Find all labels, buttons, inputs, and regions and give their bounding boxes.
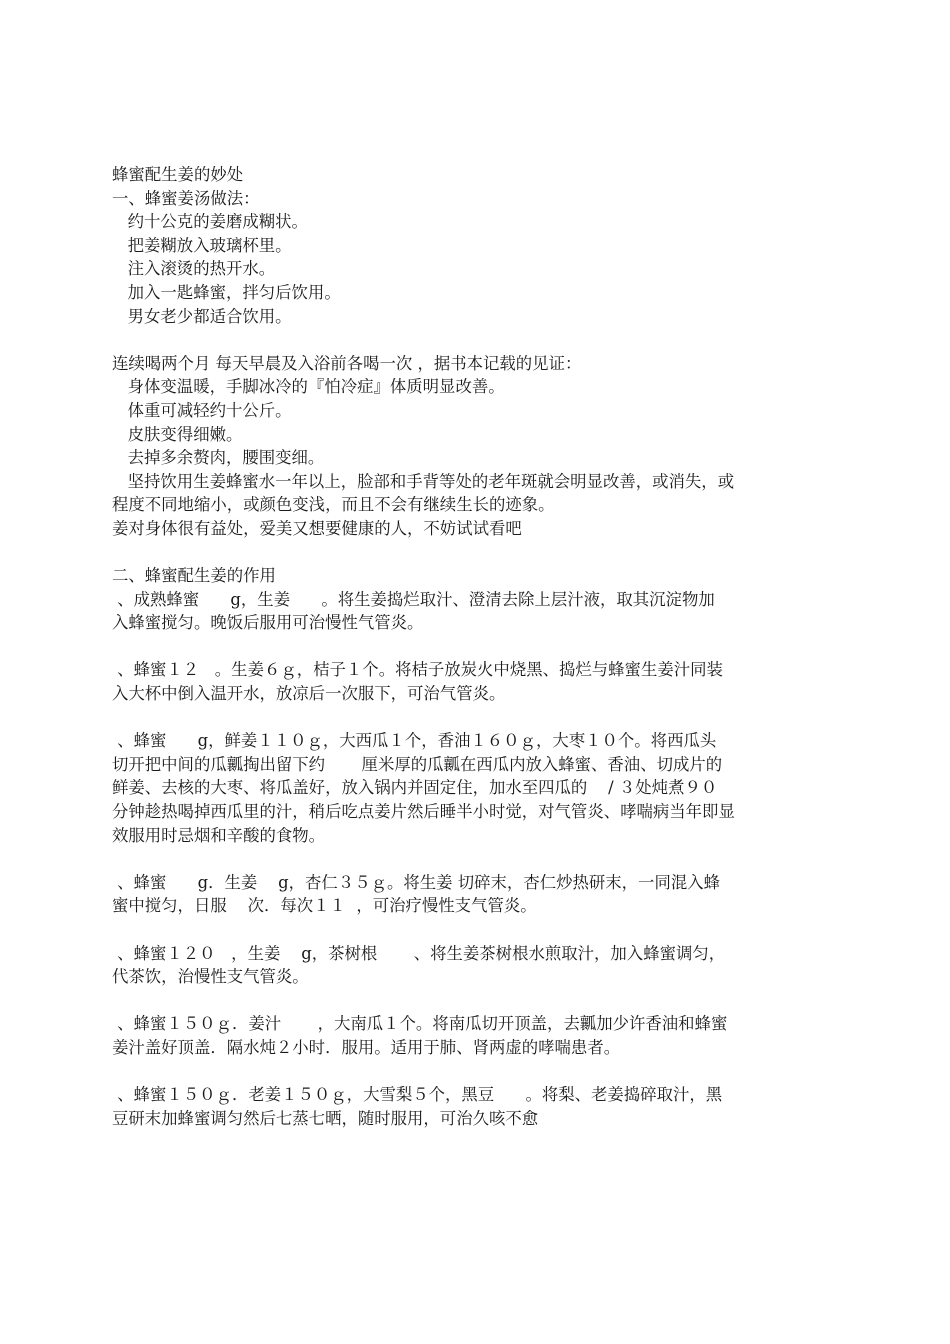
recipe-step: 注入滚烫的热开水。	[112, 259, 276, 279]
spacer	[112, 918, 842, 942]
remedy-line: 入大杯中倒入温开水，放凉后一次服下，可治气管炎。	[112, 684, 506, 704]
section-remedies	[112, 564, 842, 1130]
remedy-line: 分钟趁热喝掉西瓜里的汁，稍后吃点姜片然后睡半小时觉，对气管炎、哮喘病当年即显	[112, 802, 735, 822]
spacer	[112, 541, 842, 565]
effect-item: 体重可减轻约十公斤。	[112, 400, 292, 420]
remedy-item	[112, 1083, 842, 1130]
recipe-step: 把姜糊放入玻璃杯里。	[112, 235, 292, 255]
remedy-line: 豆研末加蜂蜜调匀然后七蒸七晒，随时服用，可治久咳不愈	[112, 1108, 539, 1128]
effect-item: 皮肤变得细嫩。	[112, 424, 243, 444]
remedy-item	[112, 942, 842, 989]
recipe-step: 加入一匙蜂蜜，拌匀后饮用。	[112, 282, 341, 302]
effect-long-line: 坚持饮用生姜蜂蜜水一年以上，脸部和手背等处的老年斑就会明显改善，或消失，或	[112, 471, 735, 491]
remedy-line: 、成熟蜂蜜 g，生姜 。将生姜捣烂取汁、澄清去除上层汁液，取其沉淀物加	[112, 589, 715, 609]
effect-item: 身体变温暖，手脚冰冷的『怕冷症』体质明显改善。	[112, 377, 505, 397]
remedy-line: 鲜姜、去核的大枣、将瓜盖好，放入锅内并固定住，加水至四瓜的 / ３处炖煮９０	[112, 778, 718, 798]
spacer	[112, 328, 842, 352]
effects-conclusion: 姜对身体很有益处，爱美又想要健康的人，不妨试试看吧	[112, 518, 522, 538]
remedy-line: 入蜂蜜搅匀。晚饭后服用可治慢性气管炎。	[112, 613, 424, 633]
remedy-line: 切开把中间的瓜瓤掏出留下约 厘米厚的瓜瓤在西瓜内放入蜂蜜、香油、切成片的	[112, 754, 723, 774]
spacer	[112, 989, 842, 1013]
remedy-line: 、蜂蜜１５０ｇ．姜汁 ，大南瓜１个。将南瓜切开顶盖，去瓤加少许香油和蜂蜜	[112, 1014, 728, 1034]
section-honey-ginger-recipe	[112, 187, 842, 329]
remedy-item	[112, 871, 842, 918]
remedy-line: 、蜂蜜１５０ｇ．老姜１５０ｇ，大雪梨５个，黑豆 。将梨、老姜捣碎取汁，黑	[112, 1085, 723, 1105]
section-heading: 二、蜂蜜配生姜的作用	[112, 566, 276, 586]
remedy-item	[112, 729, 842, 847]
document-body	[112, 163, 842, 1130]
remedy-line: 、蜂蜜 g，鲜姜１１０ｇ，大西瓜１个，香油１６０ｇ，大枣１０个。将西瓜头	[112, 731, 717, 751]
section-heading: 一、蜂蜜姜汤做法：	[112, 188, 260, 208]
spacer	[112, 635, 842, 659]
recipe-step: 男女老少都适合饮用。	[112, 306, 292, 326]
document-title: 蜂蜜配生姜的妙处	[112, 165, 244, 184]
remedy-line: 、蜂蜜１２０ ，生姜 g，茶树根 、将生姜茶树根水煎取汁，加入蜂蜜调匀，	[112, 943, 726, 963]
remedy-line: 代茶饮，治慢性支气管炎。	[112, 967, 309, 987]
remedy-item	[112, 1012, 842, 1059]
effects-intro: 连续喝两个月 每天早晨及入浴前各喝一次 ，据书本记载的见证：	[112, 353, 582, 373]
spacer	[112, 706, 842, 730]
recipe-step: 约十公克的姜磨成糊状。	[112, 212, 308, 232]
remedy-line: 姜汁盖好顶盖．隔水炖２小时．服用。适用于肺、肾两虚的哮喘患者。	[112, 1037, 621, 1057]
effect-item: 去掉多余赘肉，腰围变细。	[112, 448, 325, 468]
remedy-line: 蜜中搅匀，日服 次．每次１１ ，可治疗慢性支气管炎。	[112, 896, 537, 916]
remedy-line: 、蜂蜜 g．生姜 g，杏仁３５ｇ。将生姜 切碎末，杏仁炒热研末，一同混入蜂	[112, 872, 721, 892]
section-effects	[112, 352, 842, 541]
remedy-line: 效服用时忌烟和辛酸的食物。	[112, 825, 326, 845]
remedy-item	[112, 588, 842, 635]
remedy-line: 、蜂蜜１２ 。生姜６ｇ，桔子１个。将桔子放炭火中烧黑、捣烂与蜂蜜生姜汁同装	[112, 660, 723, 680]
spacer	[112, 1060, 842, 1084]
remedy-item	[112, 658, 842, 705]
spacer	[112, 847, 842, 871]
effect-long-line: 程度不同地缩小，或颜色变浅，而且不会有继续生长的迹象。	[112, 495, 555, 515]
